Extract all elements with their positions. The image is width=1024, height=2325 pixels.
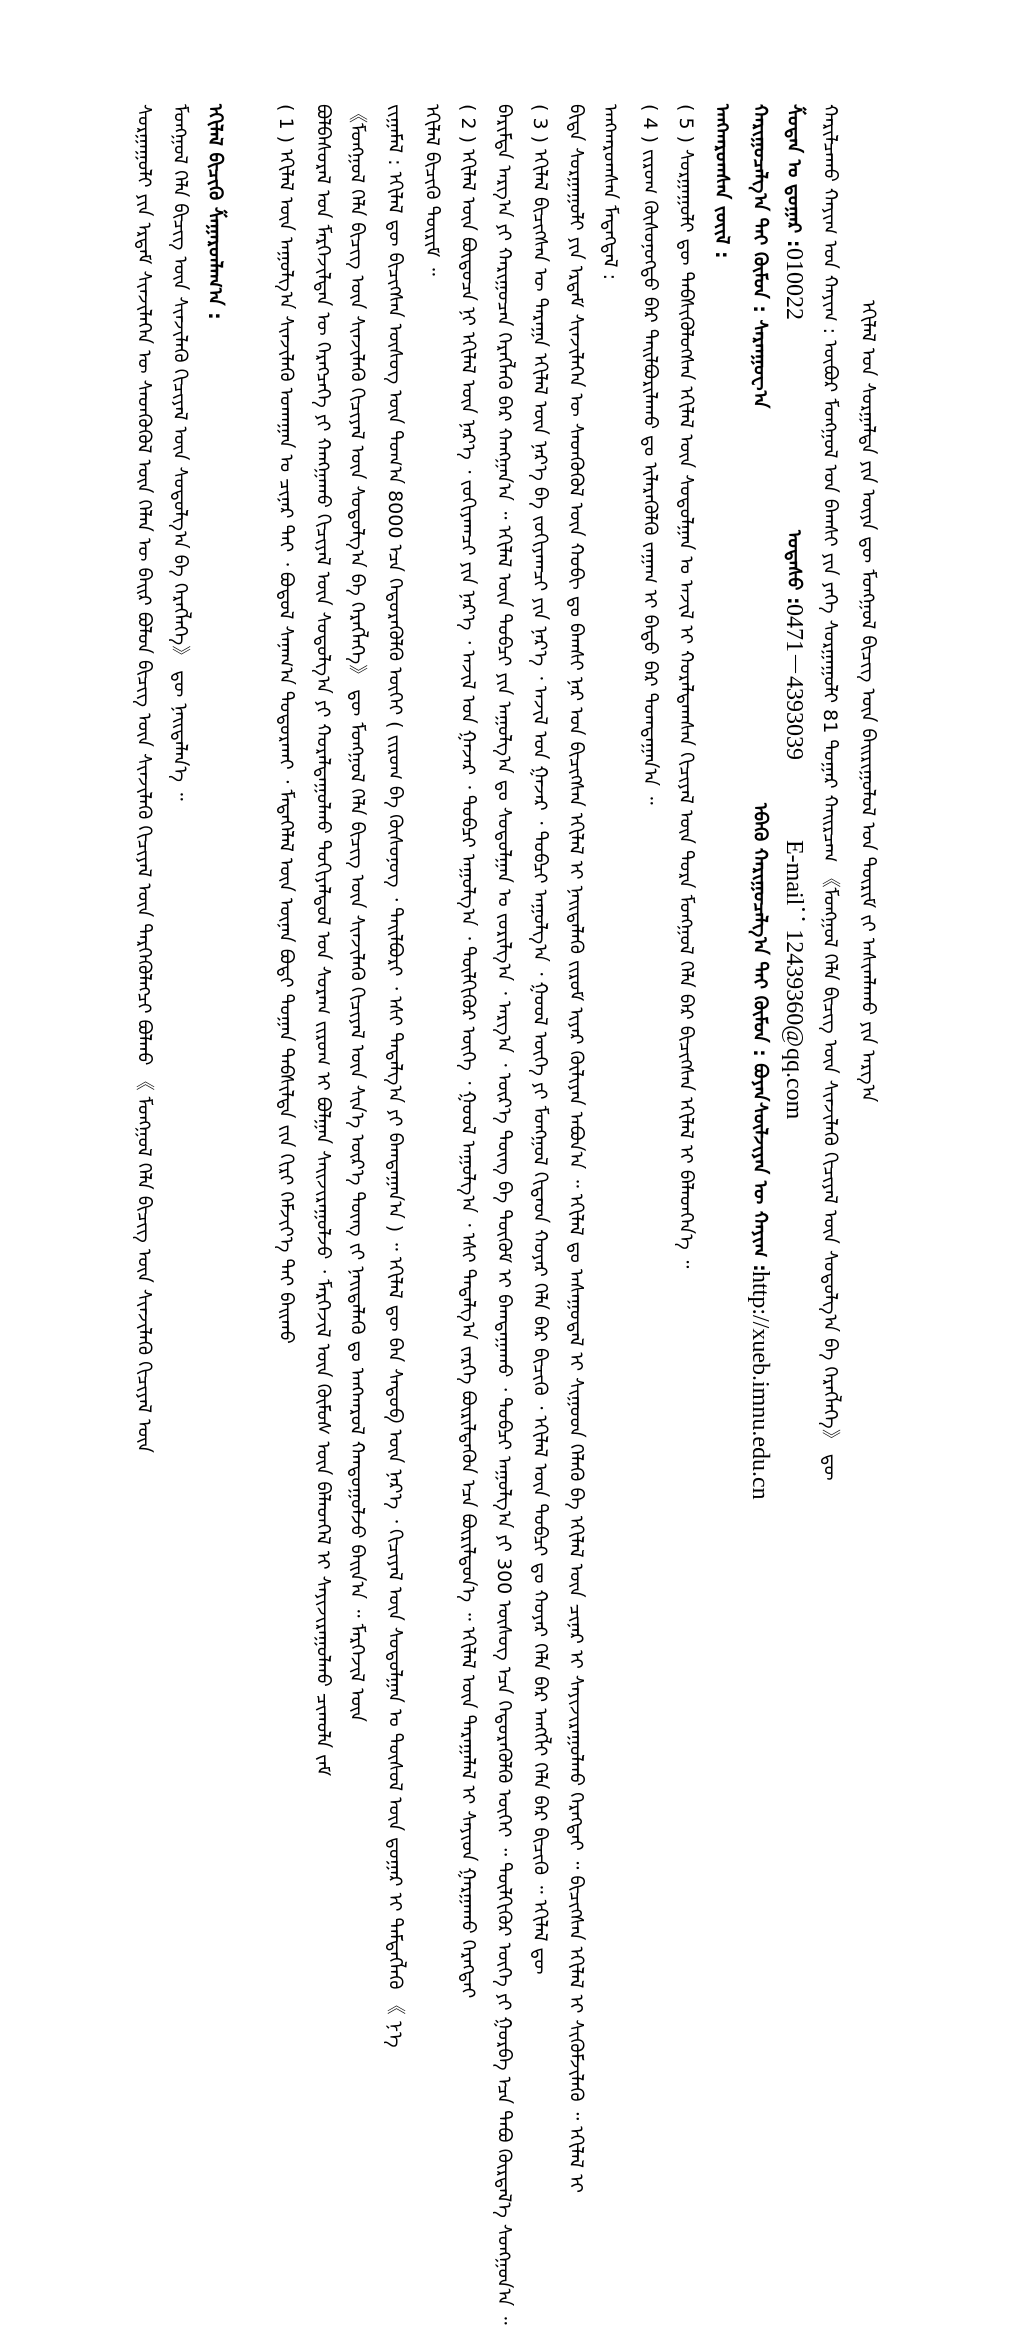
text-segment: ᠬᠠᠷᠢᠭᠤᠴᠠᠯᠭ᠎ᠠ ᠲᠠᠢ ᠬᠦᠮᠦᠨ : ᠰᠠᠷᠠᠨᠭᠤᠸ᠎ᠠ: [749, 104, 771, 409]
text-column: [346, 104, 368, 1723]
text-column: [858, 300, 878, 1408]
text-line: ᠵᠢᠭᠠᠮᠠᠯ : ᠡᠬᠢᠯᠡᠯ ᠳᠦ ᠪᠢᠴᠢᠭᠰᠡᠨ ᠦᠰᠦᠭ ᠦᠨ ᠲᠣᠭ᠎ᠠ 8000 ᠡᠴᠡ ᠬᠡᠲᠦᠷᠡᠭᠦᠯᠬᠦ ᠦᠭᠡᠢ ( ᠵᠢᠷᠤᠭ ᠪᠠ ᠬᠦᠰᠦᠨᠦᠭ ᠂ ᠲᠠᠢᠯᠪᠤᠷᠢ ᠂ ᠡᠰᠢ ᠲᠠᠲᠠᠯᠭ᠎ᠠ ᠶᠢ ᠪᠠᠭᠲᠠᠭᠠᠨ᠎ᠠ ) ᠃ ᠡᠬᠢᠯᠡᠯ ᠳᠦ ᠪᠡᠨ ᠰᠡᠳᠦᠪ ᠦᠨ ᠨᠡᠷ᠎ᠡ ᠂ ᠬᠢᠴᠢᠶᠡᠯ ᠦᠨ ᠰᠤᠳᠤᠯᠭᠠᠨ ᠤ ᠲᠦᠰᠦᠯ ᠦᠨ ᠳ᠋ᠤᠭᠠᠷ ᠢ ᠲᠡᠮᠳᠡᠭᠯᠡᠬᠦ 《 ᠨ᠎ᠡ: [384, 104, 406, 2048]
text-column: [312, 104, 334, 1777]
text-segment: ᠱᠤᠳᠠᠨ ᠤ ᠳ᠋ᠤᠭᠠᠷ :: [783, 104, 805, 248]
text-column: [493, 104, 515, 2325]
text-column: [384, 104, 406, 2048]
text-line: ᠪᠢᠳᠡ ᠰᠤᠷᠭᠠᠭᠤᠯᠢ ᠶᠢᠨ ᠡᠷᠳᠡᠮ ᠰᠢᠨᠵᠢᠯᠡᠭᠡᠨ ᠦ ᠰᠡᠳᠬᠦᠭᠦᠯ ᠦᠨ ᠬᠤᠪᠢ ᠳᠤ ᠪᠠᠭᠰᠢ ᠨᠠᠷ ᠤᠨ ᠪᠢᠴᠢᠭᠰᠡᠨ ᠡᠬᠢᠯᠡᠯ ᠢ ᠨᠡᠢᠲᠡᠯᠡᠬᠦ ᠵᠢᠷᠤᠮ ᠢᠶᠡᠷ ᠬᠦᠯᠢᠶᠡᠨ ᠠᠪᠤᠨ᠎ᠠ ᠃ ᠡᠬᠢᠯᠡᠯ ᠳᠤ ᠠᠰᠠᠭᠤᠳᠠᠯ ᠢ ᠰᠢᠭᠤᠳ ᠬᠡᠯᠡᠬᠦ ᠪᠠ ᠡᠬᠢᠯᠡᠯ ᠦᠨ ᠴᠢᠨᠠᠷ ᠢ ᠰᠠᠶᠢᠵᠢᠷᠠᠭᠤᠯᠬᠤ ᠬᠡᠷᠡᠭᠲᠡᠢ ᠃ ᠪᠢᠴᠢᠭᠰᠡᠨ ᠡᠬᠢᠯᠡᠯ ᠢ ᠰᠢᠭᠦᠮᠵᠢᠯᠡᠬᠦ ᠃ ᠡᠬᠢᠯᠡᠯ ᠢ: [565, 104, 587, 2193]
text-line: ( 1 ) ᠡᠬᠢᠯᠡᠯ ᠦᠨ ᠠᠭᠤᠯᠭ᠎ᠠ ᠰᠢᠨᠵᠢᠯᠡᠬᠦ ᠤᠬᠠᠭᠠᠨ ᠤ ᠴᠢᠨᠠᠷ ᠲᠠᠢ ᠂ ᠪᠣᠳᠤᠯ ᠰᠠᠨᠠᠭ᠎ᠠ ᠲᠣᠳᠤᠷᠬᠠᠢ ᠂ ᠮᠡᠳᠡᠭᠡᠯᠡᠯ ᠦᠨ ᠦᠨᠡᠨ ᠪᠣᠳᠢ ᠲᠣᠭᠠᠨ ᠳᠡᠪᠰᠢᠯᠲᠡ ᠵᠢᠨ ᠬᠢᠷᠢ ᠬᠡᠮᠵᠢᠶ᠎ᠡ ᠲᠠᠢ ᠪᠠᠢᠬᠤ: [275, 104, 297, 1344]
text-line: ᠡᠬᠢᠯᠡᠯ ᠪᠢᠴᠢᠬᠦ ᠳᠦᠷᠢᠮ ᠃: [421, 104, 443, 276]
text-column: [422, 104, 442, 1408]
text-line: ( 5 ) ᠰᠤᠷᠭᠠᠭᠤᠯᠢ ᠳᠦ ᠳᠡᠪᠰᠢᠭᠦᠯᠦᠭᠰᠡᠨ ᠡᠬᠢᠯᠡᠯ ᠦᠨ ᠰᠤᠳᠤᠯᠭᠠᠨ ᠤ ᠠᠵᠢᠯ ᠢ ᠬᠤᠷᠠᠯᠳᠠᠭᠰᠠᠨ ᠬᠢᠴᠢᠶᠡᠯ ᠦᠨ ᠳᠤᠷᠠ ᠮᠣᠩᠭᠣᠯ ᠬᠡᠯᠡ ᠪᠡᠷ ᠪᠢᠴᠢᠭᠰᠡᠨ ᠡᠬᠢᠯᠡᠯ ᠢ ᠪᠡᠯᠡᠳᠭᠡᠨ᠎ᠡ ᠃: [675, 104, 697, 1269]
text-segment: 010022: [781, 247, 807, 320]
text-column: [747, 104, 773, 1501]
text-column: [565, 104, 587, 2193]
text-column: [133, 104, 155, 1454]
text-column: [640, 104, 660, 1408]
text-line: ᠬᠠᠷᠢᠯᠴᠠᠬᠤ ᠬᠠᠶᠢᠭ ᠤᠨ ᠬᠠᠶᠢᠭ : ᠥᠪᠦᠷ ᠮᠣᠩᠭᠣᠯ ᠤᠨ ᠪᠠᠭᠰᠢ ᠶᠢᠨ ᠶᠡᠬᠡ ᠰᠤᠷᠭᠠᠭᠤᠯᠢ 81 ᠳᠤᠭᠠᠷ ᠬᠠᠢᠷᠴᠠᠭ 《ᠮᠣᠩᠭᠣᠯ ᠬᠡᠯᠡ ᠪᠢᠴᠢᠭ ᠦᠨ ᠰᠢᠨᠵᠢᠯᠡᠬᠦ ᠬᠢᠴᠢᠶᠡᠯ ᠦᠨ ᠰᠤᠳᠤᠯᠭ᠎ᠠ ᠪᠠ ᠬᠡᠷᠡᠭᠯᠡᠭᠡ》 ᠳᠦ: [819, 104, 841, 1481]
text-segment: ᠰᠦᠯᠵᠢᠶᠡᠨ ᠦ ᠬᠠᠶᠢᠭ :: [749, 1101, 771, 1272]
text-line: ᠠᠩᠬᠠᠷᠤᠭᠰᠠᠨ ᠵᠦᠢᠯ :: [711, 104, 733, 259]
text-line: ( 3 ) ᠡᠬᠢᠯᠡᠯ ᠪᠢᠴᠢᠭᠰᠡᠨ ᠦ ᠳᠠᠷᠠᠭᠠ ᠡᠬᠢᠯᠡᠯ ᠦᠨ ᠨᠡᠷ᠎ᠡ ᠪᠠ ᠵᠣᠬᠢᠶᠠᠭᠴᠢ ᠶᠢᠨ ᠨᠡᠷ᠎ᠡ ᠂ ᠠᠵᠢᠯ ᠤᠨ ᠭᠠᠵᠠᠷ ᠂ ᠲᠣᠪᠴᠢ ᠠᠭᠤᠯᠭ᠎ᠠ ᠂ ᠭᠤᠣᠯ ᠦᠭᠡ ᠶᠢ ᠮᠣᠩᠭᠣᠯ ᠬᠢᠲᠠᠳ ᠬᠣᠶᠠᠷ ᠬᠡᠯᠡ ᠪᠡᠷ ᠪᠢᠴᠢᠬᠦ ᠂ ᠡᠬᠢᠯᠡᠯ ᠦᠨ ᠲᠣᠪᠴᠢ ᠳᠤ ᠬᠣᠶᠠᠷ ᠬᠡᠯᠡ ᠪᠡᠷ ᠠᠩᠭᠯᠢ ᠬᠡᠯᠡ ᠪᠡᠷ ᠪᠢᠴᠢᠬᠦ ᠃ ᠡᠬᠢᠯᠡᠯ ᠳᠦ: [529, 104, 551, 1975]
text-segment: 0471－4393039: [781, 604, 807, 761]
text-line: ᠪᠠᠷᠢᠮᠲᠠ ᠠᠷᠭ᠎ᠠ ᠶᠢ ᠬᠠᠷᠢᠭᠤᠴᠠᠨ ᠬᠡᠷᠡᠭᠯᠡᠬᠦ ᠪᠡᠷ ᠬᠠᠩᠭᠠᠨ᠎ᠠ ᠃ ᠡᠬᠢᠯᠡᠯ ᠦᠨ ᠲᠣᠪᠴᠢ ᠶᠢᠨ ᠠᠭᠤᠯᠭ᠎ᠠ ᠳᠤ ᠰᠤᠳᠤᠯᠭᠠᠨ ᠤ ᠵᠣᠷᠢᠯᠭ᠎ᠠ ᠂ ᠠᠷᠭ᠎ᠠ ᠂ ᠦᠷ᠎ᠡ ᠳᠦᠩ ᠪᠠ ᠳᠦᠭᠦᠮ ᠢ ᠪᠠᠭᠲᠠᠭᠠᠬᠤ ᠂ ᠲᠣᠪᠴᠢ ᠠᠭᠤᠯᠭ᠎ᠠ ᠶᠢ 300 ᠦᠰᠦᠭ ᠡᠴᠡ ᠬᠡᠲᠦᠷᠡᠭᠦᠯᠬᠦ ᠦᠭᠡᠢ ᠃ ᠲᠦᠯᠬᠢᠭᠦᠷ ᠦᠭᠡ ᠶᠢ ᠭᠤᠷᠪᠠ ᠡᠴᠡ ᠲᠠᠪᠤ ᠬᠦᠷᠲᠡᠯ᠎ᠡ ᠰᠣᠩᠭᠣᠨ᠎ᠠ ᠃: [493, 104, 515, 2325]
text-line: ᠡᠬᠢᠯᠡᠯ ᠤᠨ ᠰᠤᠷᠭᠠᠯᠲᠠ ᠶᠢᠨ ᠦᠶᠡ ᠳᠦ ᠮᠣᠩᠭᠣᠯ ᠪᠢᠴᠢᠭ ᠦᠨ ᠪᠠᠢᠷᠢᠭᠤᠯᠤᠯ ᠤᠨ ᠳᠦᠷᠢᠮ ᠵᠢ ᠠᠰᠢᠭᠯᠠᠬᠤ ᠶᠢᠨ ᠠᠷᠭ᠎ᠠ: [857, 300, 879, 1103]
text-column: [782, 104, 806, 1408]
text-column: [170, 104, 190, 1408]
text-column: [205, 104, 225, 1408]
text-line: ᠮᠣᠩᠭᠣᠯ ᠬᠡᠯᠡ ᠪᠢᠴᠢᠭ ᠦᠨ ᠰᠢᠨᠵᠢᠯᠡᠬᠦ ᠬᠢᠴᠢᠶᠡᠯ ᠦᠨ ᠰᠤᠳᠤᠯᠭ᠎ᠠ ᠪᠠ ᠬᠡᠷᠡᠭᠯᠡᠭᠡ》 ᠳᠦ ᠨᠡᠢᠲᠡᠯᠡᠨ᠎ᠡ ᠃: [169, 104, 191, 801]
text-segment: http://xueb.imnu.edu.cn: [747, 1271, 773, 1501]
text-column: [276, 104, 296, 1408]
text-line: ᠰᠤᠷᠭᠠᠭᠤᠯᠢ ᠶᠢᠨ ᠡᠷᠳᠡᠮ ᠰᠢᠨᠵᠢᠯᠡᠭᠡᠨ ᠦ ᠰᠡᠳᠬᠦᠭᠦᠯ ᠦᠨ ᠬᠡᠯᠡᠨ ᠦ ᠪᠠᠢᠷ ᠪᠣᠯᠤᠨ ᠪᠢᠴᠢᠭ ᠦᠨ ᠰᠢᠨᠵᠢᠯᠡᠬᠦ ᠬᠢᠴᠢᠶᠡᠯ ᠦᠨ ᠲᠡᠷᠭᠡᠭᠦᠯᠡᠭᠴᠢ ᠪᠤᠯᠬᠤ 《 ᠮᠣᠩᠭᠣᠯ ᠬᠡᠯᠡ ᠪᠢᠴᠢᠭ ᠦᠨ ᠰᠢᠨᠵᠢᠯᠡᠬᠦ ᠬᠢᠴᠢᠶᠡᠯ ᠦᠨ: [133, 104, 155, 1454]
text-column: [600, 104, 620, 1408]
text-column: [819, 104, 841, 1481]
text-column: [457, 104, 479, 1999]
text-segment: qq.com: [781, 1047, 807, 1119]
text-segment: ᠤᠲᠠᠰᠤ :: [783, 529, 805, 605]
text-line: 《ᠮᠣᠩᠭᠣᠯ ᠬᠡᠯᠡ ᠪᠢᠴᠢᠭ ᠦᠨ ᠰᠢᠨᠵᠢᠯᠡᠬᠦ ᠬᠢᠴᠢᠶᠡᠯ ᠦᠨ ᠰᠤᠳᠤᠯᠭ᠎ᠠ ᠪᠠ ᠬᠡᠷᠡᠭᠯᠡᠭᠡ》 ᠳᠦ ᠮᠣᠩᠭᠣᠯ ᠬᠡᠯᠡ ᠪᠢᠴᠢᠭ ᠦᠨ ᠰᠢᠨᠵᠢᠯᠡᠬᠦ ᠬᠢᠴᠢᠶᠡᠯ ᠦᠨ ᠰᠢᠨ᠎ᠡ ᠦᠷ᠎ᠡ ᠳᠦᠩ ᠵᠢ ᠨᠡᠢᠲᠡᠯᠡᠬᠦ ᠳᠤ ᠠᠩᠬᠠᠷᠤᠯ ᠬᠠᠨᠳᠤᠭᠤᠯᠵᠤ ᠪᠠᠢᠨ᠎ᠠ ᠃ ᠮᠡᠷᠭᠡᠵᠢᠯ ᠦᠨ: [346, 104, 368, 1723]
text-line: ᠪᠣᠯᠪᠠᠰᠤᠷᠠᠯ ᠤᠨ ᠮᠡᠷᠭᠡᠵᠢᠯᠲᠡᠨ ᠦ ᠬᠡᠷᠡᠭᠴᠡᠭᠡ ᠶᠢ ᠬᠠᠩᠭᠠᠬᠤ ᠬᠢᠴᠢᠶᠡᠯ ᠦᠨ ᠰᠤᠳᠤᠯᠭ᠎ᠠ ᠶᠢ ᠬᠤᠷᠠᠯᠳᠠᠭᠤᠯᠬᠤ ᠲᠣᠬᠢᠶᠠᠯᠳᠤᠯ ᠤᠨ ᠰᠤᠷᠠᠭ ᠵᠢᠷᠤᠭ ᠢ ᠪᠣᠯᠭᠠᠨ ᠰᠠᠢᠵᠢᠷᠠᠭᠤᠯᠵᠤ ᠂ ᠮᠡᠷᠭᠡᠵᠢᠯ ᠦᠨ ᠬᠦᠮᠦᠰ ᠦᠨ ᠪᠡᠯᠡᠳᠭᠡᠯ ᠢ ᠰᠠᠶᠢᠵᠢᠷᠠᠭᠤᠯᠬᠤ ᠴᠢᠬᠤᠯᠠ ᠵᠠᠮ: [312, 104, 334, 1777]
text-line: ( 2 ) ᠡᠬᠢᠯᠡᠯ ᠦᠨ ᠪᠦᠲᠦᠴᠡ ᠨᠢ ᠡᠬᠢᠯᠡᠯ ᠦᠨ ᠨᠡᠷ᠎ᠡ ᠂ ᠵᠣᠬᠢᠶᠠᠭᠴᠢ ᠶᠢᠨ ᠨᠡᠷ᠎ᠡ ᠂ ᠠᠵᠢᠯ ᠤᠨ ᠭᠠᠵᠠᠷ ᠂ ᠲᠣᠪᠴᠢ ᠠᠭᠤᠯᠭ᠎ᠠ ᠂ ᠲᠦᠯᠬᠢᠭᠦᠷ ᠦᠭᠡ ᠂ ᠭᠤᠣᠯ ᠠᠭᠤᠯᠭ᠎ᠠ ᠂ ᠡᠰᠢ ᠲᠠᠲᠠᠯᠭ᠎ᠠ ᠵᠡᠷᠭᠡ ᠪᠦᠷᠢᠯᠳᠡᠬᠦᠨ ᠡᠴᠡ ᠪᠦᠷᠢᠯᠳᠦᠨ᠎ᠡ ᠃ ᠡᠬᠢᠯᠡᠯ ᠦᠨ ᠳᠠᠷᠠᠭᠠᠯᠠᠯ ᠢ ᠰᠠᠶᠢᠳ ᠭᠠᠷᠭᠠᠬᠤ ᠬᠡᠷᠡᠭᠲᠡᠢ: [457, 104, 479, 1999]
text-line: ᠡᠬᠢᠯᠡᠯ ᠪᠢᠴᠢᠬᠦ ᠱᠠᠭᠠᠷᠳᠯᠠᠭ᠎ᠠ :: [204, 104, 226, 320]
text-segment: @: [781, 1025, 807, 1048]
text-line: ( 4 ) ᠵᠢᠷᠤᠭ ᠬᠦᠰᠦᠨᠦᠭᠲᠦ ᠪᠡᠷ ᠲᠠᠢᠯᠪᠤᠷᠢᠯᠠᠬᠤ ᠳᠤ ᠢᠯᠡᠷᠡᠭᠦᠯᠬᠦ ᠵᠠᠭᠠᠭ ᠢ ᠪᠠᠲᠤ ᠪᠡᠷ ᠲᠣᠭᠲᠠᠭᠠᠨ᠎ᠠ ᠃: [639, 104, 661, 805]
text-column: [529, 104, 551, 1975]
text-column: [712, 104, 732, 1408]
text-column: [676, 104, 696, 1408]
text-segment: E-mail：12439360: [781, 840, 807, 1026]
text-line: ᠠᠩᠬᠠᠷᠤᠭᠰᠠᠨ ᠮᠡᠳᠡᠭᠳᠡᠯ :: [599, 104, 621, 280]
text-segment: ᠡᠪᠡᠬᠦ ᠬᠠᠷᠢᠭᠤᠴᠠᠯᠭ᠎ᠠ ᠲᠠᠢ ᠬᠦᠮᠦᠨ : ᠪᠤᠶᠠᠨ: [749, 803, 771, 1102]
